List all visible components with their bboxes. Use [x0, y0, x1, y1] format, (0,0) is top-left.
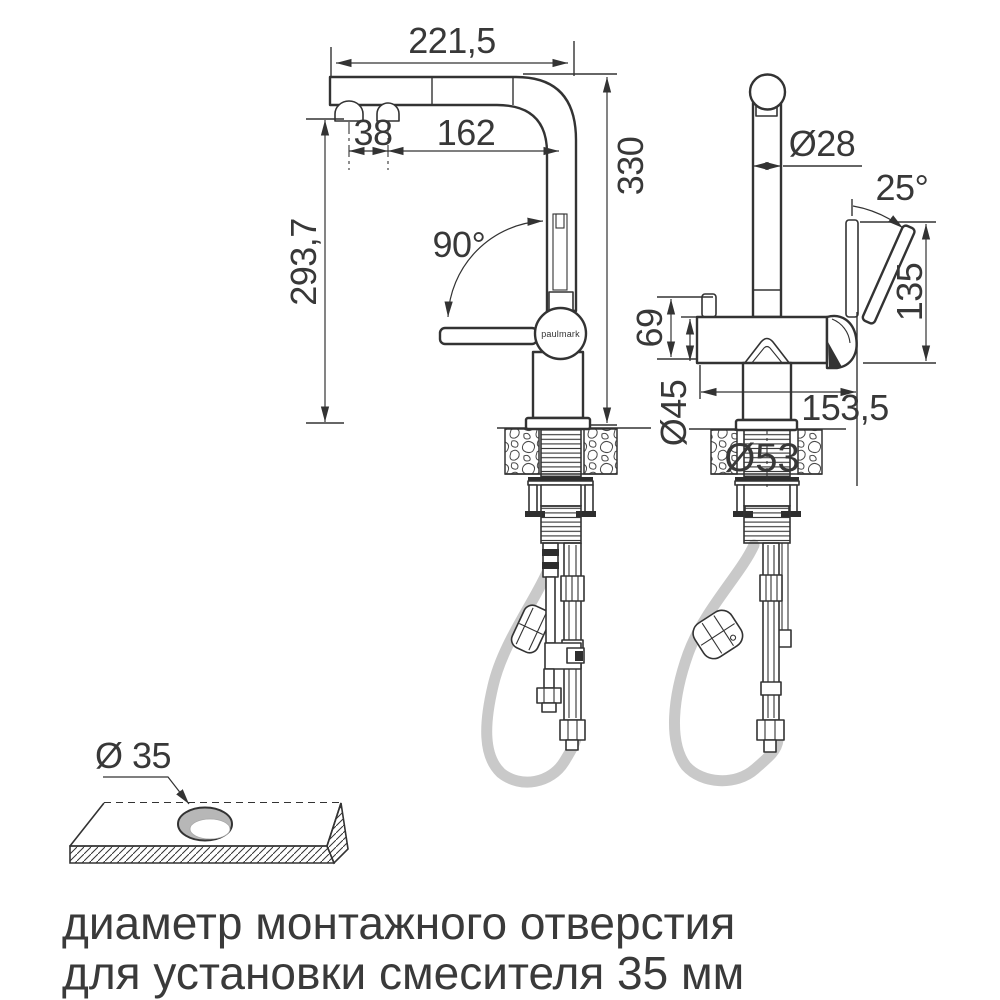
spout-end-circle: [750, 75, 785, 110]
dim-mounting-hole-diameter: Ø 35: [94, 735, 172, 776]
side-body-column: [533, 352, 583, 418]
front-view-drawing: [629, 75, 936, 781]
dim-swivel-angle: 90°: [432, 224, 486, 265]
dim-filter-outlet-height: 69: [629, 308, 670, 348]
dim-handle-length: 135: [889, 262, 930, 322]
front-below-counter: [674, 429, 801, 781]
dim-base-diameter: Ø53: [724, 436, 800, 480]
caption: [62, 898, 744, 998]
dim-handle-angle: 25°: [875, 167, 929, 208]
side-base-flange: [526, 418, 590, 429]
mounting-hole-detail: [70, 735, 348, 863]
caption-line-2: для установки смесителя 35 мм: [62, 947, 745, 999]
dim-body-diameter: Ø45: [653, 379, 694, 447]
side-view-drawing: [283, 20, 651, 782]
dim-spout-clearance: 293,7: [283, 218, 324, 306]
dim-handle-reach: 153,5: [801, 387, 889, 428]
side-below-counter: [487, 428, 596, 782]
hose-nut: [560, 720, 585, 740]
front-spout-column: [753, 103, 781, 317]
handle-upright-ghost: [846, 220, 858, 317]
brand-logo-text: paulmark: [541, 329, 580, 339]
dim-total-height: 330: [610, 136, 651, 196]
hose-nut: [757, 720, 784, 740]
dim-spout-length: 221,5: [408, 20, 496, 61]
side-handle: [440, 328, 537, 344]
hose-weight: [688, 606, 747, 664]
dim-spout-diameter: Ø28: [788, 123, 856, 164]
caption-line-1: диаметр монтажного отверстия: [62, 897, 736, 949]
dim-aerator-to-axis: 162: [436, 112, 496, 153]
front-base-flange: [736, 420, 797, 430]
dim-aerator-spacing: 38: [353, 112, 393, 153]
